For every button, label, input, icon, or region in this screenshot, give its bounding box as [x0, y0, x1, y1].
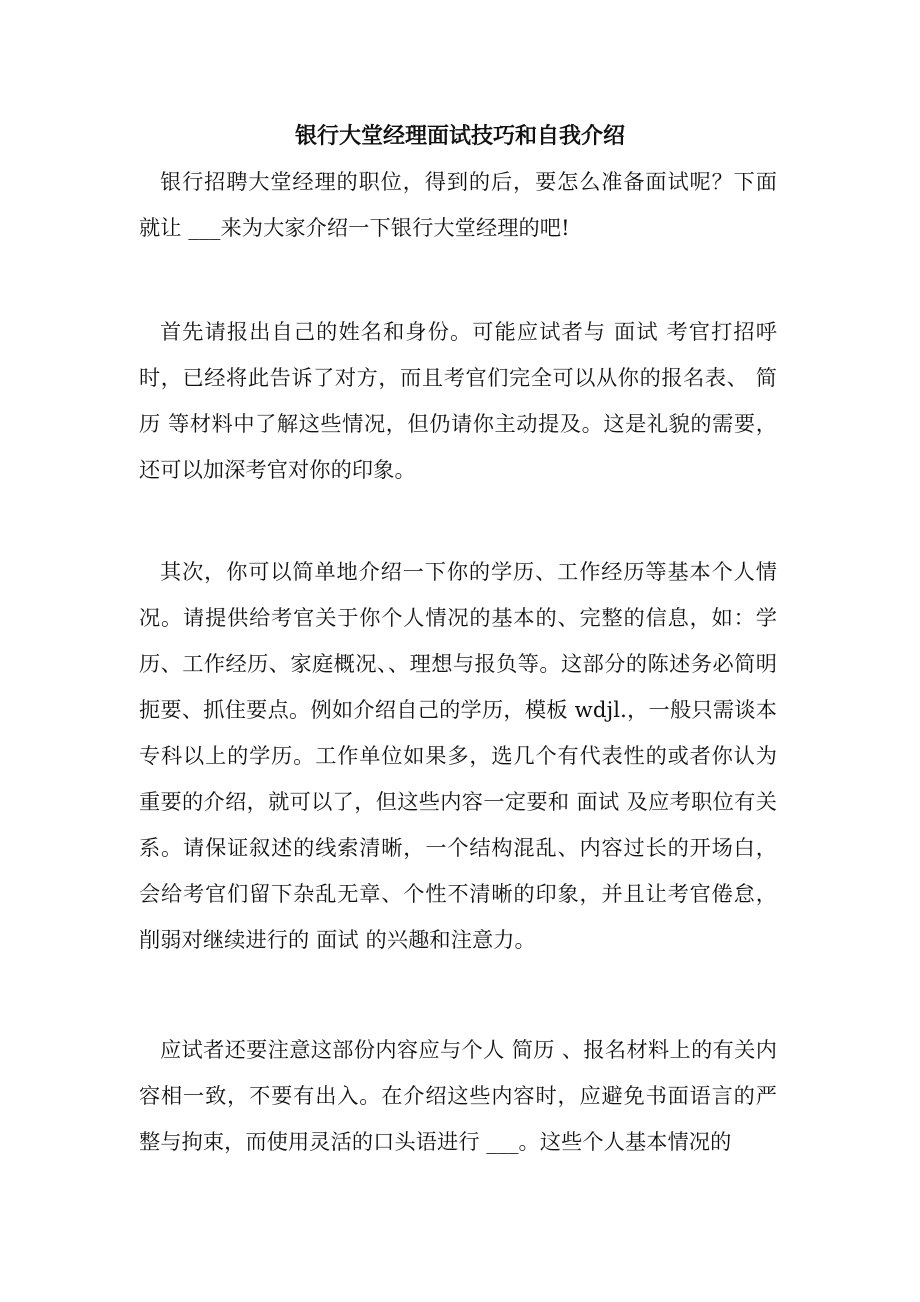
paragraph-background: 其次，你可以简单地介绍一下你的学历、工作经历等基本个人情况。请提供给考官关于你个人情况的基本的、完整的信息，如：学历、工作经历、家庭概况、、理想与报负等。这部分的陈述务必简明扼要、抓住要点。例如介绍自己的学历，模板 wdjl.，一般只需谈本专科以上的学历。工作单位如果多，选几个有代表性的或者你认为重要的介绍，就可以了，但这些内容一定要和 面试 及应考职位有关系。请保证叙述的线索清晰，一个结构混乱、内容过长的开场白，会给考官们留下杂乱无章、个性不清晰的印象，并且让考官倦怠，削弱对继续进行的 面试 的兴趣和注意力。 [139, 559, 777, 952]
paragraph-name-identity: 首先请报出自己的姓名和身份。可能应试者与 面试 考官打招呼时，已经将此告诉了对方，而且考官们完全可以从你的报名表、 简历 等材料中了解这些情况，但仍请你主动提及。这是礼貌的需要，还可以加深考官对你的印象。 [139, 319, 777, 482]
document-title: 银行大堂经理面试技巧和自我介绍 [294, 123, 625, 149]
paragraph-consistency: 应试者还要注意这部份内容应与个人 简历 、报名材料上的有关内容相一致，不要有出入。在介绍这些内容时，应避免书面语言的严整与拘束，而使用灵活的口头语进行 ___。这些个人基本情况的 [139, 1037, 777, 1154]
paragraph-intro: 银行招聘大堂经理的职位，得到的后，要怎么准备面试呢？下面就让 ___来为大家介绍一下银行大堂经理的吧! [139, 169, 777, 240]
